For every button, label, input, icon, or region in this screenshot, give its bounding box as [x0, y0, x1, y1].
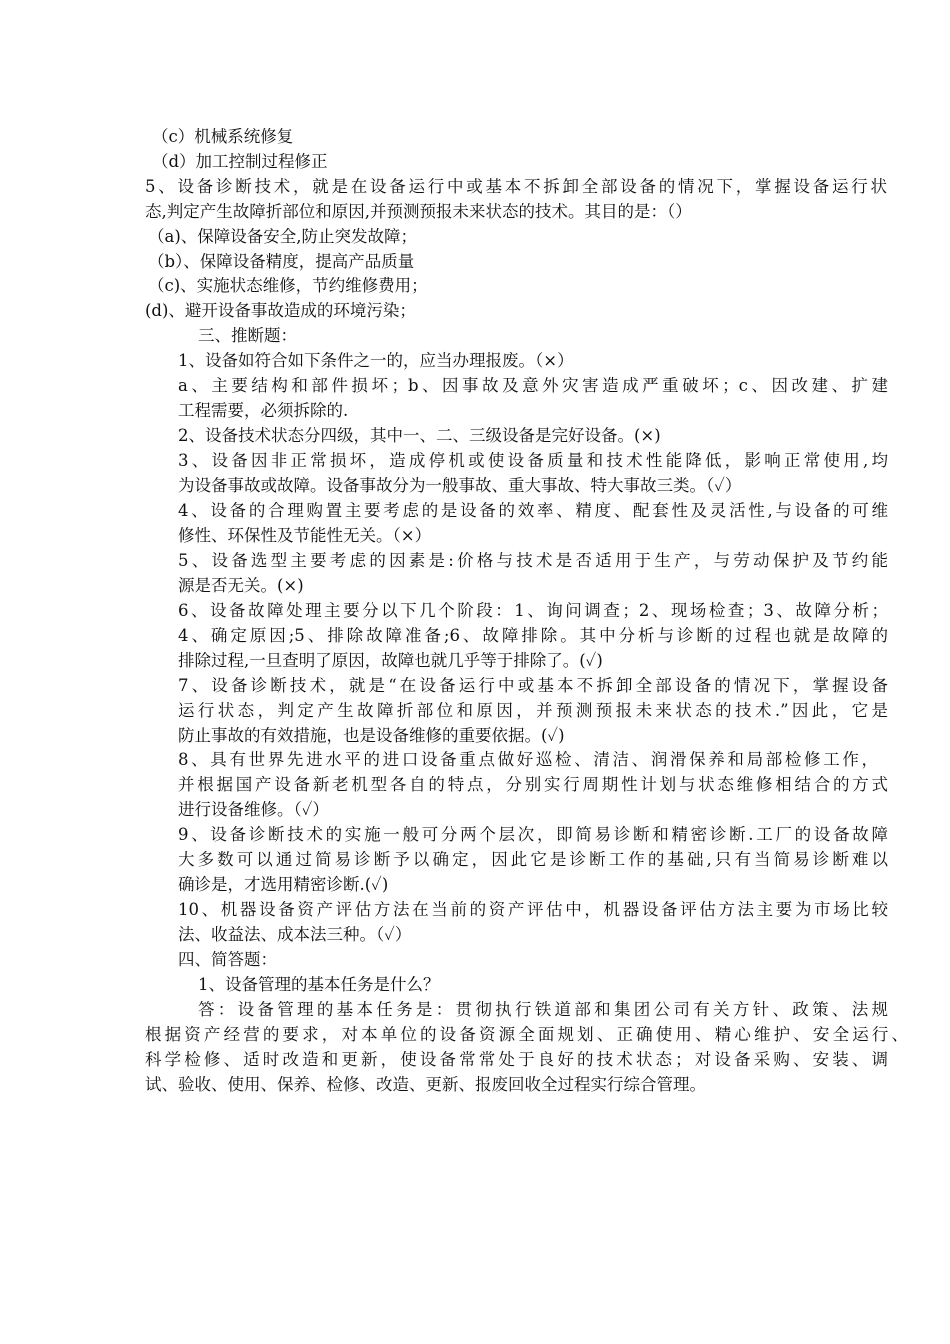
text-line: 5、设备选型主要考虑的因素是:价格与技术是否适用于生产，与劳动保护及节约能 [178, 551, 888, 570]
text-line: a、主要结构和部件损坏；b、因事故及意外灾害造成严重破坏；c、因改建、扩建 [178, 376, 888, 395]
text-line: 3、设备因非正常损坏，造成停机或使设备质量和技术性能降低，影响正常使用,均 [178, 451, 888, 470]
text-line: 修性、环保性及节能性无关。（×） [178, 526, 432, 545]
text-line: 2、设备技术状态分四级，其中一、二、三级设备是完好设备。(×) [178, 426, 661, 445]
text-line: 态,判定产生故障折部位和原因,并预测预报未来状态的技术。其目的是：（） [145, 202, 692, 221]
text-line: 确诊是，才选用精密诊断.(✓) [178, 875, 389, 894]
text-line: 并根据国产设备新老机型各自的特点，分别实行周期性计划与状态维修相结合的方式 [178, 775, 888, 794]
text-line: 5、设备诊断技术，就是在设备运行中或基本不拆卸全部设备的情况下，掌握设备运行状 [145, 177, 887, 196]
text-line: 防止事故的有效措施，也是设备维修的重要依据。(✓) [178, 726, 565, 745]
text-line: 7、设备诊断技术，就是“在设备运行中或基本不拆卸全部设备的情况下，掌握设备 [178, 676, 888, 695]
question-line: 1、设备管理的基本任务是什么？ [198, 975, 440, 994]
text-line: 工程需要，必须拆除的. [178, 401, 349, 420]
text-line: 为设备事故或故障。设备事故分为一般事故、重大事故、特大事故三类。（✓） [178, 476, 742, 495]
text-line: 进行设备维修。（✓） [178, 800, 329, 819]
text-line: （a)、保障设备安全,防止突发故障； [148, 227, 418, 246]
text-line: 8、具有世界先进水平的进口设备重点做好巡检、清洁、润滑保养和局部检修工作， [178, 750, 878, 769]
text-line: (d)、避开设备事故造成的环境污染； [145, 301, 416, 320]
section-heading: 四、简答题： [178, 950, 277, 969]
text-line: （d）加工控制过程修正 [152, 152, 328, 171]
text-line: 4、确定原因;5、排除故障准备;6、故障排除。其中分析与诊断的过程也就是故障的 [178, 626, 888, 645]
text-line: 源是否无关。(×) [178, 576, 304, 595]
text-line: （c)、实施状态维修，节约维修费用； [148, 276, 428, 295]
answer-line: 试、验收、使用、保养、检修、改造、更新、报废回收全过程实行综合管理。 [145, 1075, 706, 1094]
text-line: 排除过程,一旦查明了原因，故障也就几乎等于排除了。(✓) [178, 651, 603, 670]
answer-line: 答：设备管理的基本任务是：贯彻执行铁道部和集团公司有关方针、政策、法规 [198, 1000, 888, 1019]
text-line: 10、机器设备资产评估方法在当前的资产评估中，机器设备评估方法主要为市场比较 [178, 900, 888, 919]
text-line: 4、设备的合理购置主要考虑的是设备的效率、精度、配套性及灵活性,与设备的可维 [178, 501, 888, 520]
text-line: 运行状态，判定产生故障折部位和原因，并预测预报未来状态的技术.”因此，它是 [178, 701, 888, 720]
section-heading: 三、推断题： [198, 326, 297, 345]
text-line: 1、设备如符合如下条件之一的，应当办理报废。（×） [178, 351, 574, 370]
text-line: 法、收益法、成本法三种。（✓） [178, 925, 412, 944]
text-line: 大多数可以通过简易诊断予以确定，因此它是诊断工作的基础,只有当简易诊断难以 [178, 850, 888, 869]
text-line: 9、设备诊断技术的实施一般可分两个层次，即简易诊断和精密诊断.工厂的设备故障 [178, 825, 888, 844]
answer-line: 科学检修、适时改造和更新，使设备常常处于良好的技术状态；对设备采购、安装、调 [145, 1050, 888, 1069]
text-line: （b）、保障设备精度，提高产品质量 [148, 252, 415, 271]
text-line: （c）机械系统修复 [152, 127, 294, 146]
text-line: 6、设备故障处理主要分以下几个阶段：1、询问调查；2、现场检查；3、故障分析； [178, 601, 888, 620]
answer-line: 根据资产经营的要求，对本单位的设备资源全面规划、正确使用、精心维护、安全运行、 [145, 1025, 908, 1044]
